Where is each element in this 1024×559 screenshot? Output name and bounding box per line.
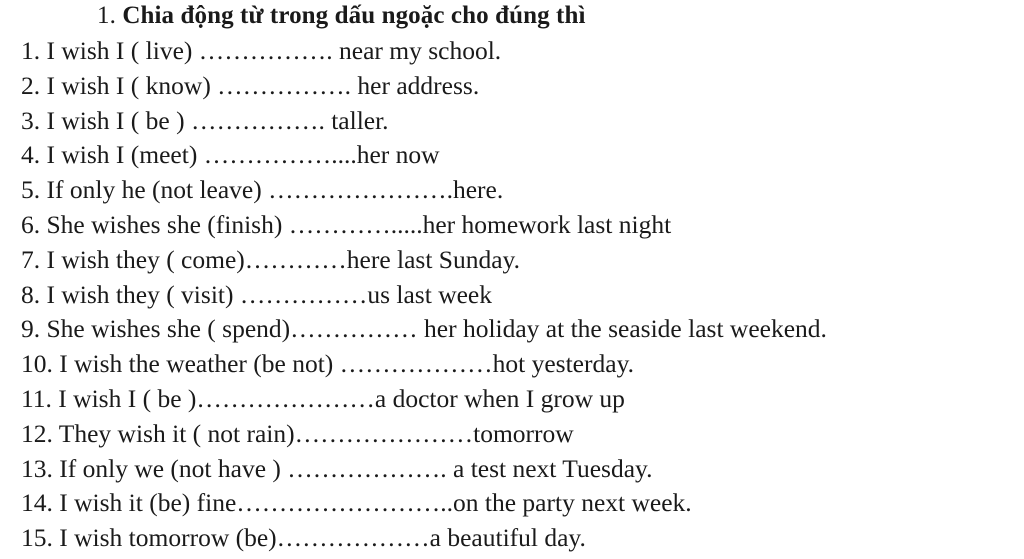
exercise-item-2: 2. I wish I ( know) ……………. her address. [21,70,480,100]
exercise-item-9: 9. She wishes she ( spend)…………… her holiday at the seaside last weekend. [21,314,827,344]
exercise-item-8: 8. I wish they ( visit) ……………us last week [21,279,492,309]
exercise-item-7: 7. I wish they ( come)…………here last Sunday. [21,244,521,274]
exercise-item-13: 13. If only we (not have ) ………………. a test next Tuesday. [21,453,653,483]
exercise-item-6: 6. She wishes she (finish) ………….....her homework last night [21,209,672,239]
title-text: Chia động từ trong dấu ngoặc cho đúng thì [122,2,586,29]
exercise-item-10: 10. I wish the weather (be not) ………………hot yesterday. [21,349,635,379]
title-number: 1. [97,2,116,29]
exercise-item-14: 14. I wish it (be) fine……………………..on the party next week. [21,488,692,518]
exercise-item-15: 15. I wish tomorrow (be)………………a beautiful day. [21,523,586,553]
exercise-title [97,2,586,30]
exercise-item-5: 5. If only he (not leave) ………………….here. [21,175,504,205]
exercise-item-1: 1. I wish I ( live) ……………. near my school. [21,36,502,65]
exercise-item-11: 11. I wish I ( be )…………………a doctor when I grow up [21,383,625,413]
exercise-item-3: 3. I wish I ( be ) ……………. taller. [21,105,389,135]
exercise-item-12: 12. They wish it ( not rain)…………………tomorrow [21,418,574,448]
exercise-item-4: 4. I wish I (meet) ……………....her now [21,140,440,170]
exercise-list [21,34,827,556]
